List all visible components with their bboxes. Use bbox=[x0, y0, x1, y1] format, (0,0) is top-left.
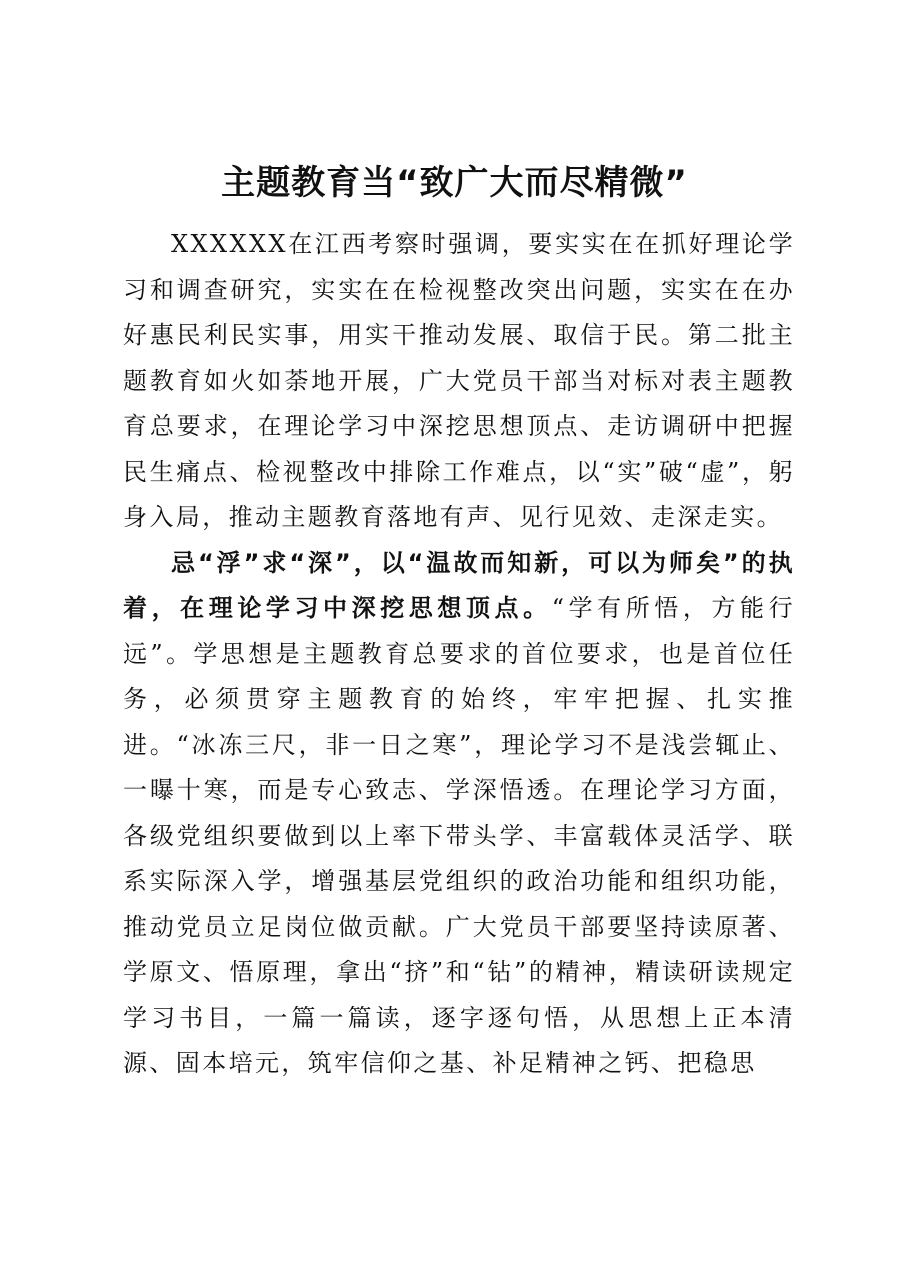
document-title: 主题教育当“致广大而尽精微” bbox=[221, 163, 688, 203]
paragraph-lead-heading: 忌“浮”求“深”，以“温故而知新，可以为师矣”的执着，在理论学习中深挖思想顶点。 bbox=[123, 548, 795, 622]
paragraph-text: “学有所悟，方能行远”。学思想是主题教育总要求的首位要求，也是首位任务，必须贯穿主题教育的始终，牢牢把握、扎实推进。“冰冻三尺，非一日之寒”，理论学习不是浅尝辄止、一曝十寒，而是专心致志、学深悟透。在理论学习方面，各级党组织要做到以上率下带头学、丰富载体灵活学、联系实际深入学，增强基层党组织的政治功能和组织功能，推动党员立足岗位做贡献。广大党员干部要坚持读原著、学原文、悟原理，拿出“挤”和“钻”的精神，精读研读规定学习书目，一篇一篇读，逐字逐句悟，从思想上正本清源、固本培元，筑牢信仰之基、补足精神之钙、把稳思 bbox=[123, 594, 796, 1077]
paragraph-text: XXXXXX在江西考察时强调，要实实在在抓好理论学习和调查研究，实实在在检视整改突出问题，实实在在办好惠民利民实事，用实干推动发展、取信于民。第二批主题教育如火如荼地开展，广大党员干部当对标对表主题教育总要求，在理论学习中深挖思想顶点、走访调研中把握民生痛点、检视整改中排除工作难点，以“实”破“虚”，躬身入局，推动主题教育落地有声、见行见效、走深走实。 bbox=[123, 230, 795, 531]
document-body bbox=[123, 222, 795, 1087]
paragraph-section-one bbox=[123, 541, 795, 1087]
paragraph-intro bbox=[123, 222, 795, 541]
